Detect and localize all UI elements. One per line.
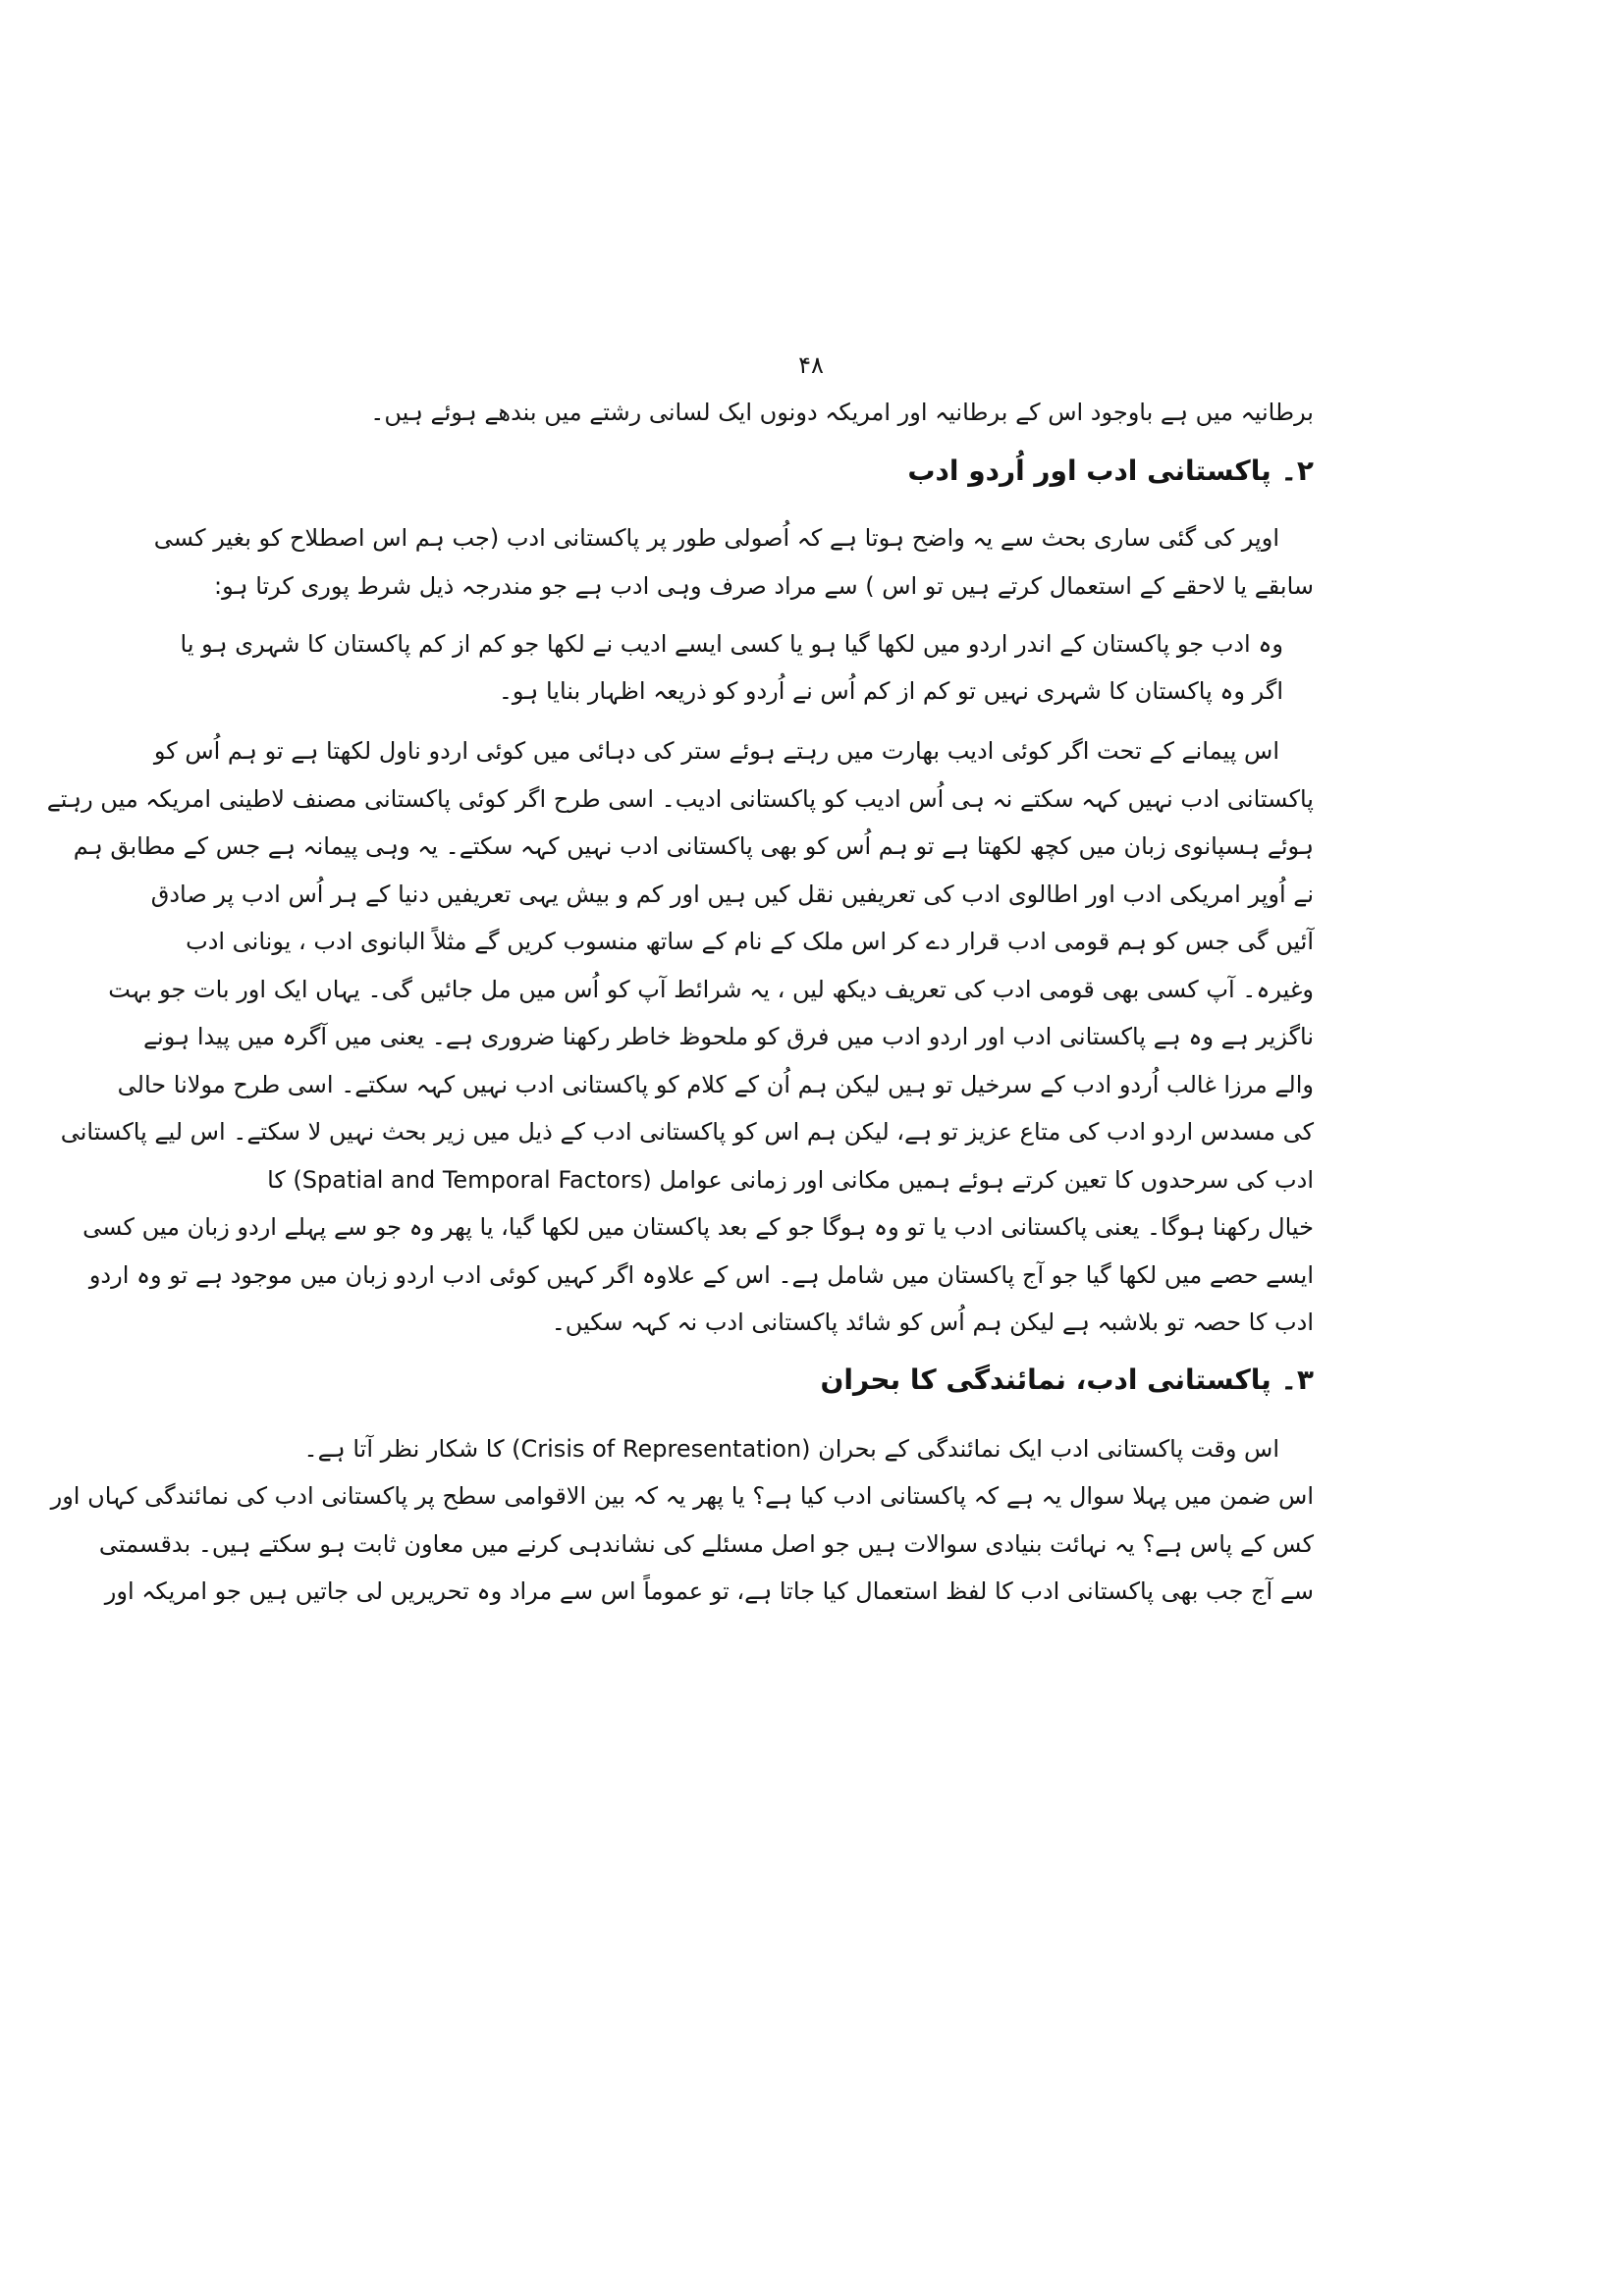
paragraph-line: کی مسدس اردو ادب کی متاع عزیز تو ہے، لیکن ہم اس کو پاکستانی ادب کے ذیل میں زیر بحث نہیں لا سکتے۔ اس لیے پاکستانی xyxy=(60,1118,1314,1146)
paragraph-line: ہوئے ہسپانوی زبان میں کچھ لکھتا ہے تو ہم اُس کو بھی پاکستانی ادب نہیں کہہ سکتے۔ یہ وہی پیمانہ ہے جس کے مطابق ہم xyxy=(73,832,1314,860)
paragraph-line: خیال رکھنا ہوگا۔ یعنی پاکستانی ادب یا تو وہ ہوگا جو کے بعد پاکستان میں لکھا گیا، یا پھر وہ جو سے پہلے اردو زبان میں کسی xyxy=(82,1213,1314,1241)
paragraph-line: برطانیہ میں ہے باوجود اس کے برطانیہ اور امریکہ دونوں ایک لسانی رشتے میں بندھے ہوئے ہیں۔ xyxy=(370,399,1314,426)
paragraph-line: اس ضمن میں پہلا سوال یہ ہے کہ پاکستانی ادب کیا ہے؟ یا پھر یہ کہ بین الاقوامی سطح پر پاکستانی ادب کی نمائندگی کہاں اور xyxy=(50,1482,1314,1510)
paragraph-line: نے اُوپر امریکی ادب اور اطالوی ادب کی تعریفیں نقل کیں ہیں اور کم و بیش یہی تعریفیں دنیا کے ہر اُس ادب پر صادق xyxy=(150,881,1314,908)
paragraph-line: اس پیمانے کے تحت اگر کوئی ادیب بھارت میں رہتے ہوئے ستر کی دہائی میں کوئی اردو ناول لکھتا ہے تو ہم اُس کو xyxy=(153,737,1279,765)
paragraph-line: اوپر کی گئی ساری بحث سے یہ واضح ہوتا ہے کہ اُصولی طور پر پاکستانی ادب (جب ہم اس اصطلاح کو بغیر کسی xyxy=(153,524,1279,552)
paragraph-line: وغیرہ۔ آپ کسی بھی قومی ادب کی تعریف دیکھ لیں ، یہ شرائط آپ کو اُس میں مل جائیں گی۔ یہاں ایک اور بات جو بہت xyxy=(108,976,1314,1003)
paragraph-line: آئیں گی جس کو ہم قومی ادب قرار دے کر اس ملک کے نام کے ساتھ منسوب کریں گے مثلاً البانوی ادب ، یونانی ادب xyxy=(186,928,1314,955)
paragraph-line: والے مرزا غالب اُردو ادب کے سرخیل تو ہیں لیکن ہم اُن کے کلام کو پاکستانی ادب نہیں کہہ سکتے۔ اسی طرح مولانا حالی xyxy=(117,1071,1314,1098)
block-quote-line: اگر وہ پاکستان کا شہری نہیں تو کم از کم اُس نے اُردو کو ذریعہ اظہار بنایا ہو۔ xyxy=(498,677,1283,705)
paragraph-line: ناگزیر ہے وہ ہے پاکستانی ادب اور اردو ادب میں فرق کو ملحوظ خاطر رکھنا ضروری ہے۔ یعنی میں آگرہ میں پیدا ہونے xyxy=(142,1023,1314,1050)
paragraph-line: کس کے پاس ہے؟ یہ نہائت بنیادی سوالات ہیں جو اصل مسئلے کی نشاندہی کرنے میں معاون ثابت ہو سکتے ہیں۔ بدقسمتی xyxy=(98,1530,1314,1558)
paragraph-line: ایسے حصے میں لکھا گیا جو آج پاکستان میں شامل ہے۔ اس کے علاوہ اگر کہیں کوئی ادب اردو زبان میں موجود ہے تو وہ اردو xyxy=(88,1261,1314,1289)
paragraph-line: ادب کی سرحدوں کا تعین کرتے ہوئے ہمیں مکانی اور زمانی عوامل (Spatial and Temporal Factors) کا xyxy=(267,1166,1314,1194)
section-heading-3: ۳۔ پاکستانی ادب، نمائندگی کا بحران xyxy=(820,1363,1314,1396)
paragraph-line: سابقے یا لاحقے کے استعمال کرتے ہیں تو اس ) سے مراد صرف وہی ادب ہے جو مندرجہ ذیل شرط پوری کرتا ہو: xyxy=(214,572,1314,600)
paragraph-line: ادب کا حصہ تو بلاشبہ ہے لیکن ہم اُس کو شائد پاکستانی ادب نہ کہہ سکیں۔ xyxy=(551,1308,1314,1336)
paragraph-line: اس وقت پاکستانی ادب ایک نمائندگی کے بحران (Crisis of Representation) کا شکار نظر آتا ہے۔ xyxy=(303,1435,1279,1463)
paragraph-line: سے آج جب بھی پاکستانی ادب کا لفظ استعمال کیا جاتا ہے، تو عموماً اس سے مراد وہ تحریریں لی جاتیں ہیں جو امریکہ اور xyxy=(104,1577,1314,1605)
paragraph-line: پاکستانی ادب نہیں کہہ سکتے نہ ہی اُس ادیب کو پاکستانی ادیب۔ اسی طرح اگر کوئی پاکستانی مصنف لاطینی امریکہ میں رہتے xyxy=(46,785,1314,813)
page-number: ۴۸ xyxy=(798,351,824,379)
block-quote-line: وہ ادب جو پاکستان کے اندر اردو میں لکھا گیا ہو یا کسی ایسے ادیب نے لکھا جو کم از کم پاکستان کا شہری ہو یا xyxy=(180,630,1283,658)
section-heading-2: ۲۔ پاکستانی ادب اور اُردو ادب xyxy=(907,454,1314,487)
